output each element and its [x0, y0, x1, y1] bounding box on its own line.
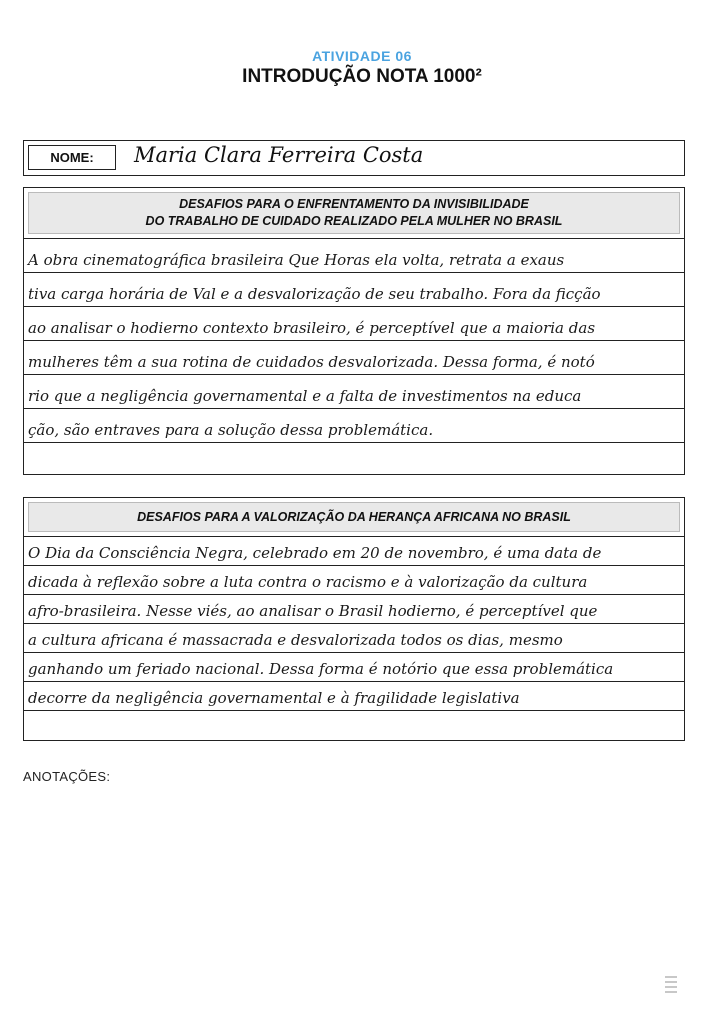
line-text: dicada à reflexão sobre a luta contra o racismo e à valorização da cultura: [28, 573, 588, 591]
line-text: mulheres têm a sua rotina de cuidados desvalorizada. Dessa forma, é notó: [28, 353, 595, 371]
writing-line: [24, 306, 684, 340]
line-text: rio que a negligência governamental e a falta de investimentos na educa: [28, 387, 582, 405]
line-text: tiva carga horária de Val e a desvalorização de seu trabalho. Fora da ficção: [28, 285, 601, 303]
section-1-title-line1: DESAFIOS PARA O ENFRENTAMENTO DA INVISIBILIDADE: [179, 197, 529, 211]
section-2: [23, 497, 685, 741]
activity-number: ATIVIDADE 06: [312, 48, 412, 64]
writing-line: [24, 565, 684, 594]
section-2-header: [28, 502, 680, 532]
writing-line: [24, 442, 684, 476]
section-1: [23, 187, 685, 475]
writing-line: [24, 536, 684, 565]
writing-line: [24, 238, 684, 272]
scan-mark-icon: [664, 974, 678, 996]
page-title: INTRODUÇÃO NOTA 1000²: [242, 66, 482, 87]
line-text: O Dia da Consciência Negra, celebrado em 20 de novembro, é uma data de: [28, 544, 602, 562]
line-text: decorre da negligência governamental e à fragilidade legislativa: [28, 689, 520, 707]
section-1-header: [28, 192, 680, 234]
line-text: a cultura africana é massacrada e desvalorizada todos os dias, mesmo: [28, 631, 563, 649]
writing-line: [24, 374, 684, 408]
line-text: ção, são entraves para a solução dessa problemática.: [28, 421, 434, 439]
writing-line: [24, 623, 684, 652]
line-text: ao analisar o hodierno contexto brasileiro, é perceptível que a maioria das: [28, 319, 596, 337]
line-text: ganhando um feriado nacional. Dessa forma é notório que essa problemática: [28, 660, 614, 678]
name-field-box: [23, 140, 685, 176]
writing-line: [24, 681, 684, 710]
writing-line: [24, 408, 684, 442]
writing-line: [24, 272, 684, 306]
writing-line: [24, 652, 684, 681]
name-value: Maria Clara Ferreira Costa: [134, 143, 424, 167]
writing-line: [24, 340, 684, 374]
line-text: A obra cinematográfica brasileira Que Horas ela volta, retrata a exaus: [28, 251, 565, 269]
section-1-title-line2: DO TRABALHO DE CUIDADO REALIZADO PELA MULHER NO BRASIL: [145, 214, 563, 228]
name-label: NOME:: [28, 145, 116, 170]
section-2-title: DESAFIOS PARA A VALORIZAÇÃO DA HERANÇA AFRICANA NO BRASIL: [137, 509, 571, 524]
writing-line: [24, 594, 684, 623]
writing-line: [24, 710, 684, 739]
line-text: afro-brasileira. Nesse viés, ao analisar o Brasil hodierno, é perceptível que: [28, 602, 598, 620]
notes-label: ANOTAÇÕES:: [23, 769, 111, 784]
